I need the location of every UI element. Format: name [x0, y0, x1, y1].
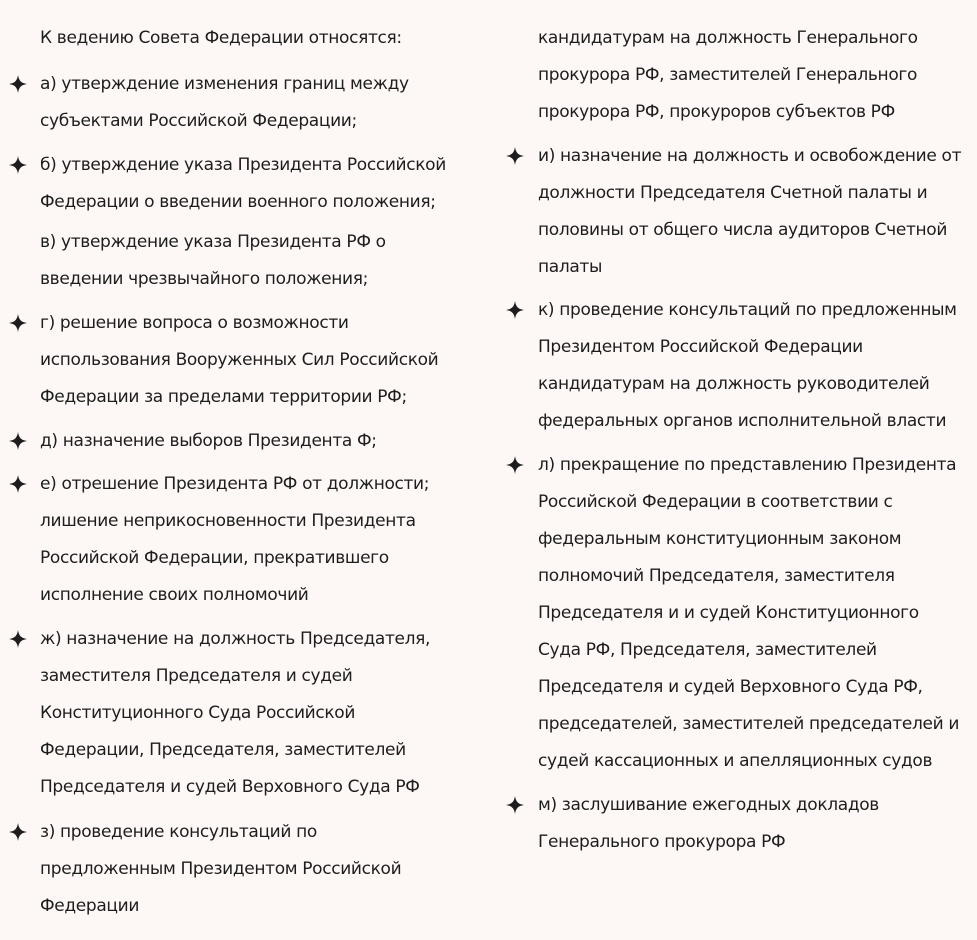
list-item-line: Председателя и судей Верховного Суда РФ, — [538, 677, 923, 697]
four-point-star-icon — [505, 455, 525, 475]
list-item-line: Федерации, Председателя, заместителей — [40, 740, 406, 760]
list-item-line: использования Вооруженных Сил Российской — [40, 350, 439, 370]
list-item-line: Федерации — [40, 896, 140, 916]
list-item-line: Конституционного Суда Российской — [40, 703, 356, 723]
four-point-star-icon — [505, 795, 525, 815]
list-item-line: е) отрешение Президента РФ от должности; — [40, 474, 430, 494]
list-item-line: Федерации о введении военного положения; — [40, 192, 436, 212]
list-item-line: д) назначение выборов Президента Ф; — [40, 431, 377, 451]
list-item-line: предложенным Президентом Российской — [40, 859, 402, 879]
four-point-star-icon — [505, 146, 525, 166]
list-item-line: должности Председателя Счетной палаты и — [538, 183, 928, 203]
list-item-line: федеральных органов исполнительной власти — [538, 411, 947, 431]
list-item-line: и) назначение на должность и освобождение от — [538, 146, 962, 166]
list-item-line: а) утверждение изменения границ между — [40, 74, 409, 94]
list-item-line: половины от общего числа аудиторов Счетной — [538, 220, 948, 240]
list-item-line: председателей, заместителей председателей и — [538, 714, 960, 734]
list-item-line: субъектами Российской Федерации; — [40, 111, 357, 131]
list-item-line: судей кассационных и апелляционных судов — [538, 751, 933, 771]
list-item-line: л) прекращение по представлению Президента — [538, 455, 957, 475]
list-item-line: Президентом Российской Федерации — [538, 337, 863, 357]
list-item-line: прокурора РФ, заместителей Генерального — [538, 65, 918, 85]
list-item-line: Российской Федерации, прекратившего — [40, 548, 389, 568]
list-item-line: палаты — [538, 257, 603, 277]
list-item-line: Федерации за пределами территории РФ; — [40, 387, 407, 407]
list-item-line: заместителя Председателя и судей — [40, 666, 353, 686]
list-item-line: б) утверждение указа Президента Российской — [40, 155, 446, 175]
list-item-line: Суда РФ, Председателя, заместителей — [538, 640, 877, 660]
list-item-line: прокурора РФ, прокуроров субъектов РФ — [538, 102, 895, 122]
list-item-line: м) заслушивание ежегодных докладов — [538, 795, 879, 815]
list-item-line: Генерального прокурора РФ — [538, 832, 786, 852]
list-item-line: федеральным конституционным законом — [538, 529, 902, 549]
list-item-line: введении чрезвычайного положения; — [40, 269, 368, 289]
four-point-star-icon — [8, 822, 28, 842]
list-item-line: Председателя и и судей Конституционного — [538, 603, 919, 623]
list-item-line: кандидатурам на должность Генерального — [538, 28, 918, 48]
four-point-star-icon — [8, 431, 28, 451]
list-item-line: в) утверждение указа Президента РФ о — [40, 232, 386, 252]
four-point-star-icon — [8, 629, 28, 649]
list-item-line: г) решение вопроса о возможности — [40, 313, 349, 333]
list-item-line: исполнение своих полномочий — [40, 585, 309, 605]
list-item-line: лишение неприкосновенности Президента — [40, 511, 416, 531]
four-point-star-icon — [8, 313, 28, 333]
four-point-star-icon — [8, 474, 28, 494]
list-item-line: з) проведение консультаций по — [40, 822, 317, 842]
four-point-star-icon — [505, 300, 525, 320]
four-point-star-icon — [8, 155, 28, 175]
list-item-line: ж) назначение на должность Председателя, — [40, 629, 431, 649]
list-item-line: Председателя и судей Верховного Суда РФ — [40, 777, 420, 797]
list-item-line: Российской Федерации в соответствии с — [538, 492, 893, 512]
four-point-star-icon — [8, 74, 28, 94]
list-item-line: к) проведение консультаций по предложенным — [538, 300, 957, 320]
list-item-line: кандидатурам на должность руководителей — [538, 374, 930, 394]
intro-text: К ведению Совета Федерации относятся: — [40, 28, 402, 48]
list-item-line: полномочий Председателя, заместителя — [538, 566, 895, 586]
